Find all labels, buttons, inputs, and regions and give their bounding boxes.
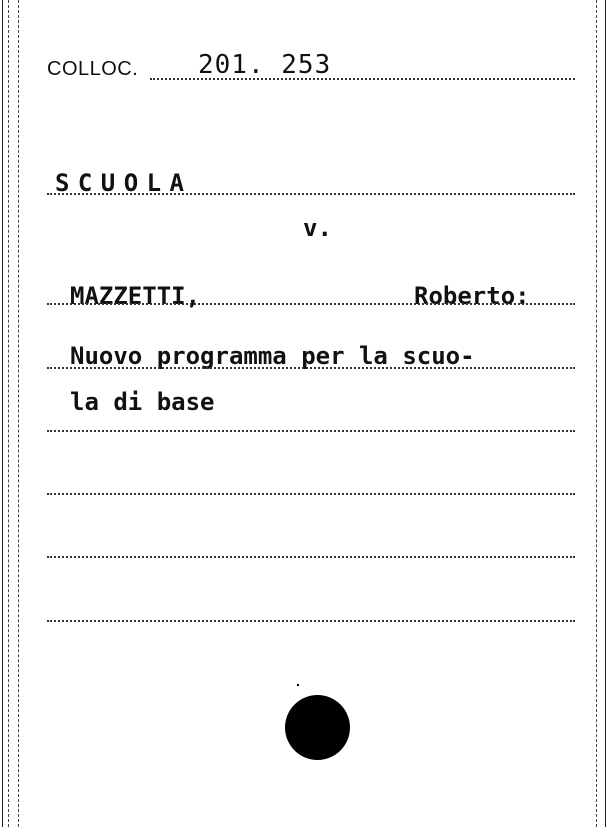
colloc-dotted-rule: [150, 78, 575, 80]
title-dotted-rule-1: [47, 367, 575, 369]
title-line-1: Nuovo programma per la scuo-: [70, 342, 475, 370]
title-line-2: la di base: [70, 388, 215, 416]
colloc-value: 201. 253: [198, 50, 332, 80]
left-border-line: [2, 0, 3, 827]
punch-hole: [285, 695, 350, 760]
author-surname: MAZZETTI,: [70, 282, 201, 310]
left-border-line-inner: [8, 0, 9, 827]
author-dotted-rule: [47, 303, 575, 305]
right-border-line-inner: [596, 0, 597, 827]
author-forename: Roberto:: [414, 282, 530, 310]
blank-dotted-rule-1: [47, 430, 575, 432]
blank-dotted-rule-2: [47, 493, 575, 495]
colloc-label: COLLOC.: [47, 58, 139, 80]
see-also-mark: v.: [303, 214, 332, 242]
left-border-line-inner-2: [18, 0, 19, 827]
ink-speck: [297, 684, 299, 686]
blank-dotted-rule-4: [47, 620, 575, 622]
blank-dotted-rule-3: [47, 556, 575, 558]
right-border-line: [605, 0, 606, 827]
subject-dotted-rule: [47, 193, 575, 195]
subject-heading: S C U O L A: [55, 169, 181, 197]
